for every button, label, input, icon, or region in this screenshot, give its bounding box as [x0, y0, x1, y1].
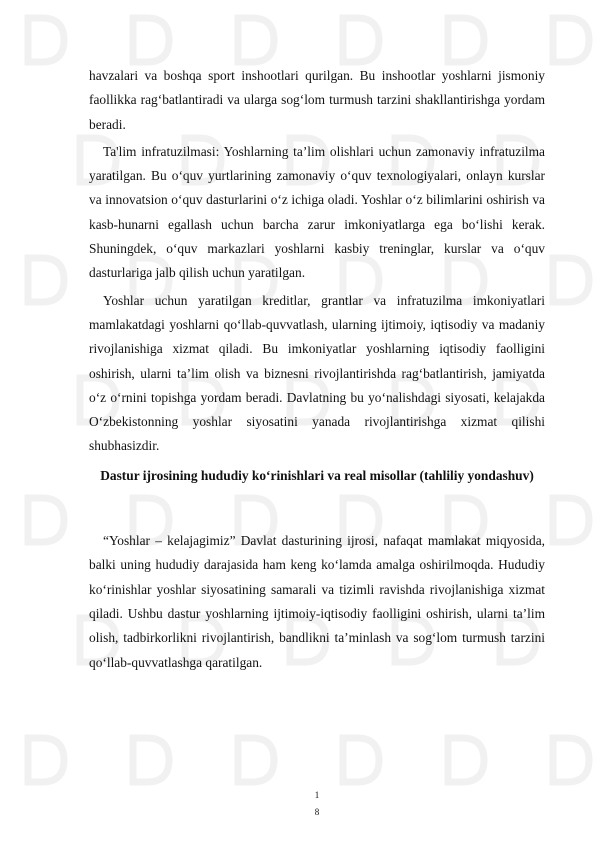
watermark-glyph [28, 738, 64, 782]
paragraph-sport-infrastructure: havzalari va boshqa sport inshootlari qurilgan. Bu inshootlar yoshlarni jismoniy faollikka rag‘batlantiradi va ularga sog‘lom turmush tarzini shakllantirishga yordam beradi. [89, 68, 545, 132]
watermark-glyph [343, 18, 379, 62]
paragraph-credits-grants: Yoshlar uchun yaratilgan kreditlar, grantlar va infratuzilma imkoniyatlari mamlakatdagi yoshlarni qo‘llab-quvvatlash, ularning ijtimoiy, iqtisodiy va madaniy rivojlanishiga xizmat qiladi. Bu imkoniyatlar yoshlarning iqtisodiy faolligini oshirish, ularni ta’lim olish va biznesni rivojlantirishda rag‘batlantirish, jamiyatda o‘z o‘rnini topishga yordam beradi. Davlatning bu yo‘nalishdagi siyosati, kelajakda O‘zbekistonning yoshlar siyosatini yanada rivojlantirishga xizmat qilishi shubhasizdir. [89, 292, 545, 454]
watermark-glyph [553, 738, 589, 782]
watermark-glyph [133, 18, 169, 62]
watermark-glyph [553, 258, 589, 302]
watermark-glyph [343, 738, 379, 782]
watermark-glyph [238, 738, 274, 782]
watermark-glyph [133, 738, 169, 782]
watermark-glyph [448, 18, 484, 62]
section-heading: Dastur ijrosining hududiy ko‘rinishlari va real misollar (tahliliy yondashuv) [100, 467, 534, 483]
page-number-line-1: 1 [314, 790, 320, 800]
watermark-glyph [553, 18, 589, 62]
watermark-glyph [238, 18, 274, 62]
document-body [89, 64, 545, 675]
watermark-glyph [28, 18, 64, 62]
paragraph-education-infrastructure: Ta'lim infratuzilmasi: Yoshlarning ta’lim olishlari uchun zamonaviy infratuzilma yaratilgan. Bu o‘quv yurtlarining zamonaviy o‘quv texnologiyalari, onlayn kurslar va innovatsion o‘quv dasturlarini o‘z ichiga oladi. Yoshlar o‘z bilimlarini oshirish va kasb-hunarni egallash uchun barcha zarur imkoniyatlarga ega bo‘lishi kerak. Shuningdek, o‘quv markazlari yoshlarni kasbiy treninglar, kurslar va o‘quv dasturlariga jalb qilish uchun yaratilgan. [89, 143, 545, 281]
watermark-glyph [28, 258, 64, 302]
page-number-line-2: 8 [314, 807, 320, 817]
watermark-glyph [448, 738, 484, 782]
watermark-glyph [553, 498, 589, 542]
paragraph-state-program: “Yoshlar – kelajagimiz” Davlat dasturining ijrosi, nafaqat mamlakat miqyosida, balki uning hududiy darajasida ham keng ko‘lamda amalga oshirilmoqda. Hududiy ko‘rinishlar yoshlar siyosatining samarali va tizimli ravishda rivojlanishiga xizmat qiladi. Ushbu dastur yoshlarning ijtimoiy-iqtisodiy faolligini oshirish, ularni ta’lim olish, tadbirkorlikni rivojlantirish, bandlikni ta’minlash va sog‘lom turmush tarzini qo‘llab-quvvatlashga qaratilgan. [89, 533, 545, 670]
watermark-glyph [28, 498, 64, 542]
